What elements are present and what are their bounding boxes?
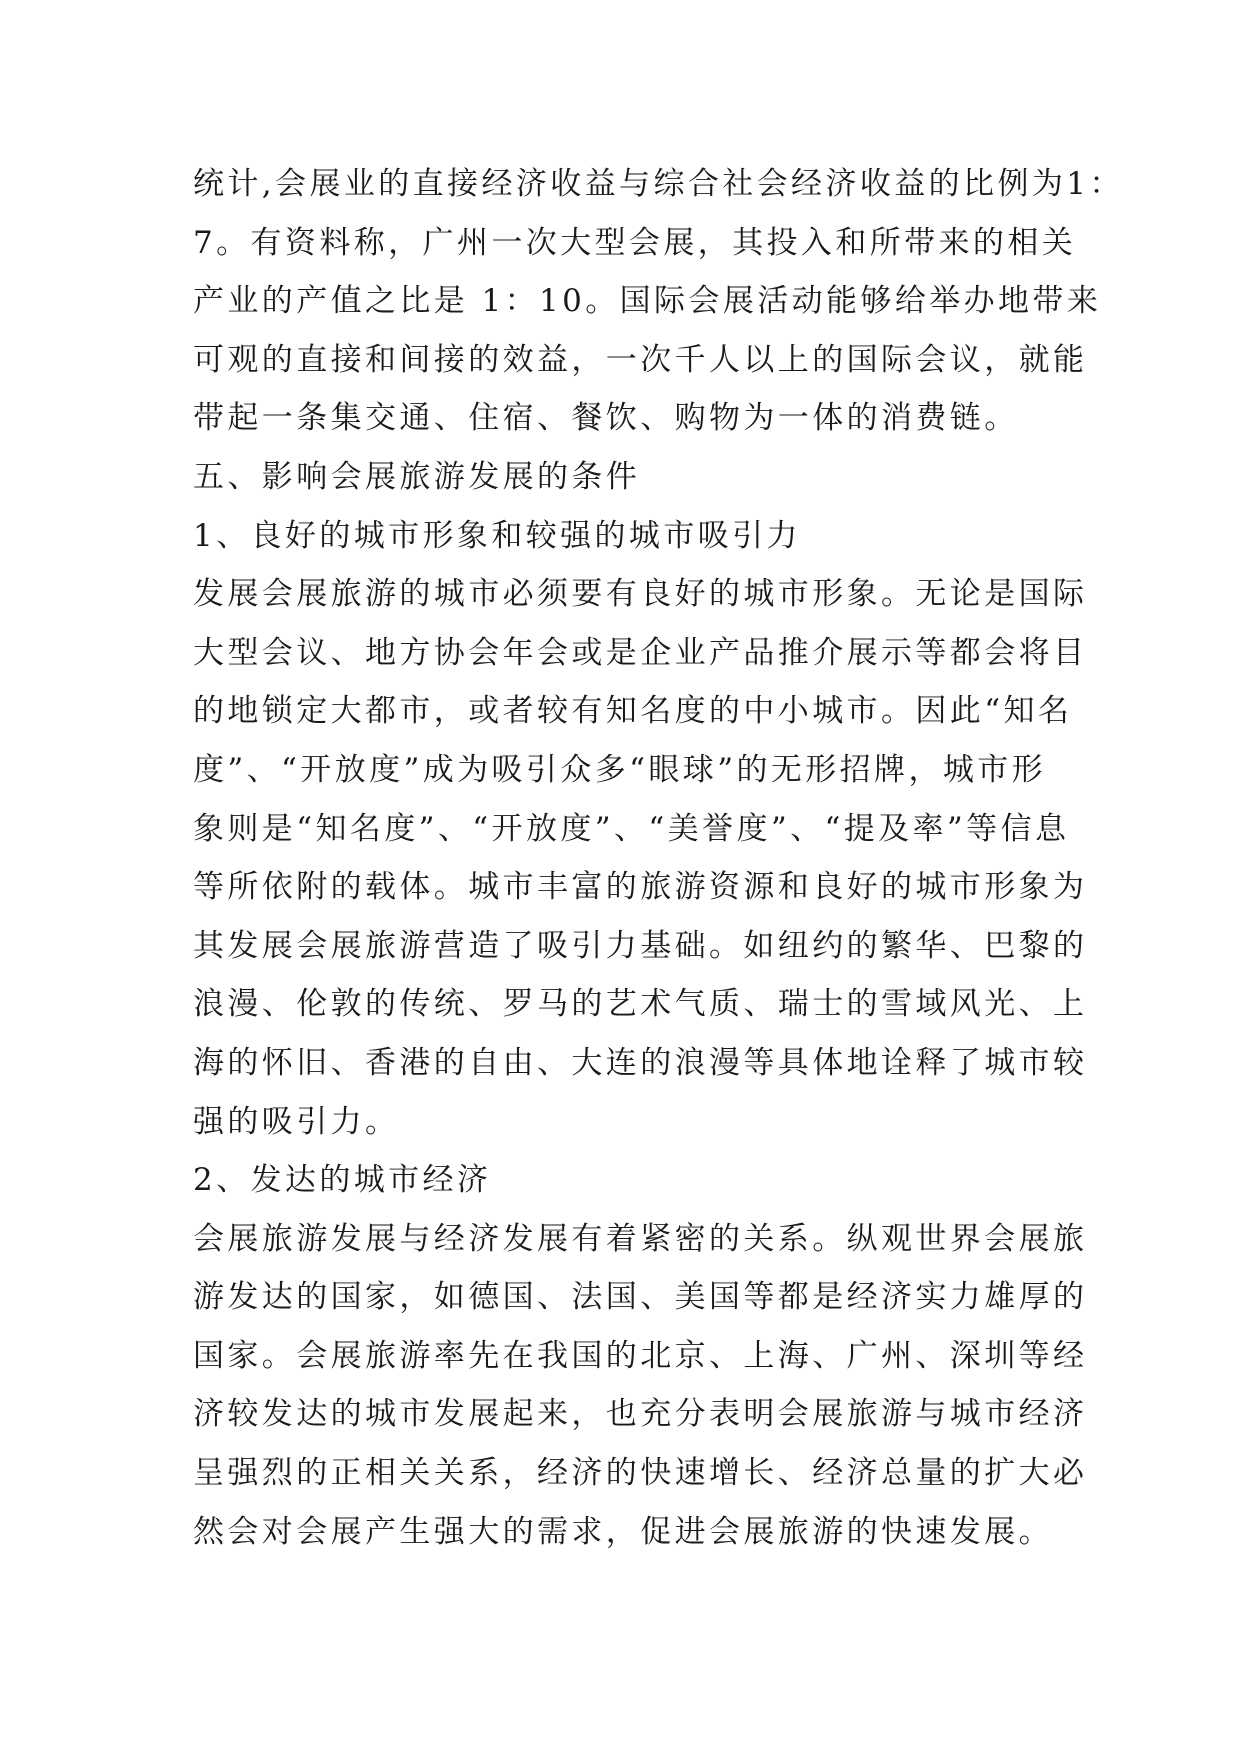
text-line: 强的吸引力。 [193,1103,400,1140]
section-heading: 五、影响会展旅游发展的条件 [193,458,641,495]
text-line: 游发达的国家，如德国、法国、美国等都是经济实力雄厚的 [193,1279,1088,1316]
text-line: 济较发达的城市发展起来，也充分表明会展旅游与城市经济 [193,1396,1088,1433]
text-line: 其发展会展旅游营造了吸引力基础。如纽约的繁华、巴黎的 [193,927,1088,964]
text-line: 带起一条集交通、住宿、餐饮、购物为一体的消费链。 [193,400,1019,437]
text-line: 浪漫、伦敦的传统、罗马的艺术气质、瑞士的雪域风光、上 [193,986,1088,1023]
text-line: 统计,会展业的直接经济收益与综合社会经济收益的比例为1： [193,166,1124,202]
text-line: 然会对会展产生强大的需求，促进会展旅游的快速发展。 [193,1513,1053,1550]
text-line: 等所依附的载体。城市丰富的旅游资源和良好的城市形象为 [193,869,1088,906]
text-line: 的地锁定大都市，或者较有知名度的中小城市。因此“知名 [193,693,1073,730]
text-line: 国家。会展旅游率先在我国的北京、上海、广州、深圳等经 [193,1337,1088,1374]
text-line: 呈强烈的正相关关系，经济的快速增长、经济总量的扩大必 [193,1455,1088,1492]
text-line: 象则是“知名度”、“开放度”、“美誉度”、“提及率”等信息 [193,810,1070,847]
subsection-heading: 1、良好的城市形象和较强的城市吸引力 [193,517,801,554]
text-line: 可观的直接和间接的效益，一次千人以上的国际会议，就能 [193,341,1088,378]
text-line: 海的怀旧、香港的自由、大连的浪漫等具体地诠释了城市较 [193,1044,1088,1081]
text-line: 大型会议、地方协会年会或是企业产品推介展示等都会将目 [193,634,1088,671]
text-line: 度”、“开放度”成为吸引众多“眼球”的无形招牌，城市形 [193,751,1047,788]
document-body [193,155,1124,1561]
text-line: 产业的产值之比是 1：10。国际会展活动能够给举办地带来 [193,283,1102,320]
text-line: 会展旅游发展与经济发展有着紧密的关系。纵观世界会展旅 [193,1220,1088,1257]
text-line: 7。有资料称，广州一次大型会展，其投入和所带来的相关 [193,224,1077,261]
subsection-heading: 2、发达的城市经济 [193,1162,492,1199]
text-line: 发展会展旅游的城市必须要有良好的城市形象。无论是国际 [193,576,1088,613]
